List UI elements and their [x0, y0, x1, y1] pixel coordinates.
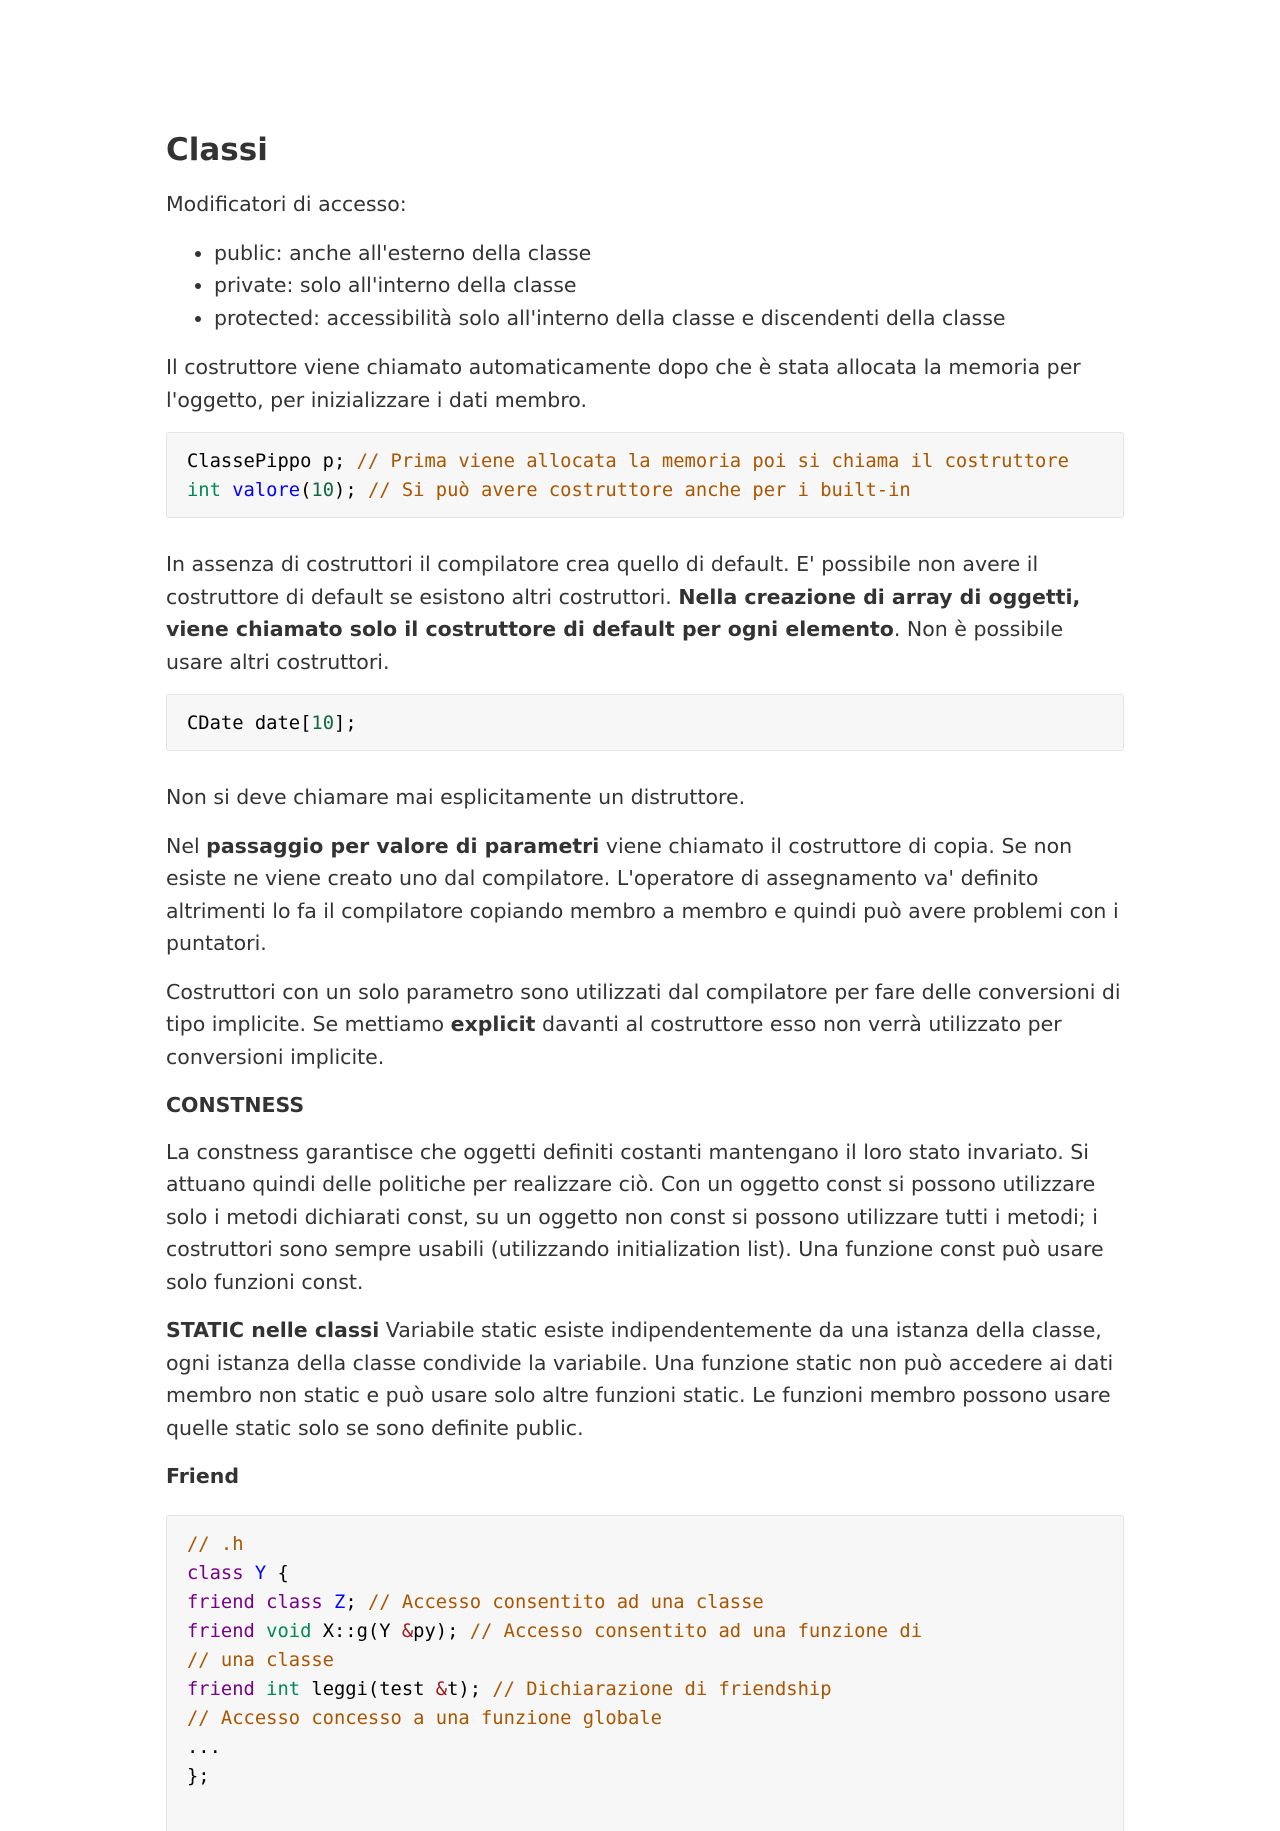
code-type: int: [187, 480, 221, 501]
code-line: [187, 1646, 1103, 1675]
code-text: {: [266, 1562, 289, 1584]
text: davanti al costruttore esso non verrà utilizzato per conversioni implicite.: [166, 1012, 1062, 1069]
code-comment: // Accesso consentito ad una funzione di: [469, 1620, 923, 1642]
code-line: [187, 1559, 1103, 1588]
code-line: [187, 1762, 1103, 1791]
paragraph-explicit: [166, 976, 1124, 1074]
code-operator: &: [435, 1678, 448, 1700]
document-content: [166, 128, 1124, 1831]
code-line: [187, 709, 1103, 738]
code-comment: // Prima viene allocata la memoria poi si chiama il costruttore: [356, 451, 1069, 472]
code-keyword: friend: [187, 1591, 255, 1613]
code-comment: // .h: [187, 1533, 244, 1555]
code-type: void: [266, 1620, 312, 1642]
bold-text: explicit: [450, 1012, 536, 1036]
page-title: Classi: [166, 132, 268, 168]
code-line: [187, 447, 1103, 476]
code-line: [187, 1675, 1103, 1704]
code-comment: // Accesso consentito ad una classe: [367, 1591, 764, 1613]
text: Nel: [166, 833, 207, 858]
code-line: [187, 1704, 1103, 1733]
code-text: (: [300, 480, 312, 501]
code-line: [187, 1588, 1103, 1617]
code-comment: // Accesso concesso a una funzione globale: [187, 1707, 662, 1729]
constness-heading: CONSTNESS: [166, 1093, 305, 1117]
code-text: ];: [334, 713, 357, 734]
text: viene chiamato il costruttore di copia. Se non esiste ne viene creato uno dal compilatore. L'operatore di assegnamento va' definito altrimenti lo fa il compilatore copiando membro a membro e quindi può avere problemi con i puntatori.: [166, 833, 1119, 955]
code-keyword: friend: [187, 1620, 255, 1642]
text: Variabile static esiste indipendentemente da una istanza della classe, ogni istanza della classe condivide la variabile. Una funzione static non può accedere ai dati membro non static e può usare solo altre funzioni static. Le funzioni membro possono usare quelle static solo se sono definite public.: [166, 1318, 1114, 1440]
code-operator: &: [401, 1620, 414, 1642]
code-text: ...: [187, 1736, 221, 1758]
paragraph-assenza: [166, 548, 1124, 678]
code-comment: // una classe: [187, 1649, 334, 1671]
code-type: int: [266, 1678, 301, 1700]
list-item: • protected: accessibilità solo all'interno della classe e discendenti della classe: [214, 302, 1124, 335]
code-line: [187, 1530, 1103, 1559]
code-class-name: Z: [334, 1591, 346, 1613]
code-line: [187, 476, 1103, 505]
code-line: [187, 1617, 1103, 1646]
code-text: ;: [345, 1591, 368, 1613]
text: . Non è possibile usare altri costruttori.: [166, 617, 1064, 674]
list-item: • private: solo all'interno della classe: [214, 269, 1124, 302]
bold-text: Nella creazione di array di oggetti, viene chiamato solo il costruttore di default per ogni elemento: [166, 584, 1081, 641]
paragraph-constness: La constness garantisce che oggetti definiti costanti mantengano il loro stato invariato. Si attuano quindi delle politiche per realizzare ciò. Con un oggetto const si possono utilizzare solo i metodi dichiarati const, su un oggetto non const si possono utilizzare tutti i metodi; i costruttori sono sempre usabili (utilizzando initialization list). Una funzione const può usare solo funzioni const.: [166, 1139, 1104, 1294]
code-number: 10: [311, 713, 335, 734]
bold-text: passaggio per valore di parametri: [206, 833, 600, 858]
code-text: );: [334, 480, 368, 501]
paragraph-static: [166, 1314, 1124, 1444]
code-text: leggi(test: [300, 1678, 436, 1700]
code-text: t);: [447, 1678, 493, 1700]
text: In assenza di costruttori il compilatore crea quello di default. E' possibile non avere il costruttore di default se esistono altri costruttori.: [166, 552, 1039, 609]
code-block-costruttore: [166, 432, 1124, 518]
code-block-friend: [166, 1515, 1124, 1831]
code-text: py);: [413, 1620, 470, 1642]
code-block-cdate: [166, 694, 1124, 751]
code-keyword: class: [187, 1562, 244, 1584]
code-text: X::g(Y: [311, 1620, 402, 1642]
paragraph-passaggio: [166, 830, 1124, 960]
list-item: • public: anche all'esterno della classe: [214, 237, 1124, 270]
code-line: [187, 1733, 1103, 1762]
code-keyword: class: [266, 1591, 323, 1613]
modifiers-list: [166, 237, 1124, 335]
friend-heading: Friend: [166, 1464, 240, 1488]
code-number: 10: [311, 480, 335, 501]
code-comment: // Dichiarazione di friendship: [492, 1678, 832, 1700]
bold-text: STATIC nelle classi: [166, 1318, 380, 1342]
code-text: };: [187, 1765, 210, 1787]
code-function: valore: [232, 480, 301, 501]
code-text: ClassePippo p;: [187, 451, 357, 472]
paragraph-costruttore: Il costruttore viene chiamato automaticamente dopo che è stata allocata la memoria per l'oggetto, per inizializzare i dati membro.: [166, 355, 1081, 412]
code-text: CDate date[: [187, 713, 312, 734]
paragraph-distruttore: Non si deve chiamare mai esplicitamente un distruttore.: [166, 785, 746, 809]
code-class-name: Y: [254, 1562, 267, 1584]
code-keyword: friend: [187, 1678, 255, 1700]
code-comment: // Si può avere costruttore anche per i built-in: [367, 480, 911, 501]
modifiers-intro: Modificatori di accesso:: [166, 192, 407, 216]
text: Costruttori con un solo parametro sono utilizzati dal compilatore per fare delle conversioni di tipo implicite. Se mettiamo: [166, 979, 1121, 1036]
